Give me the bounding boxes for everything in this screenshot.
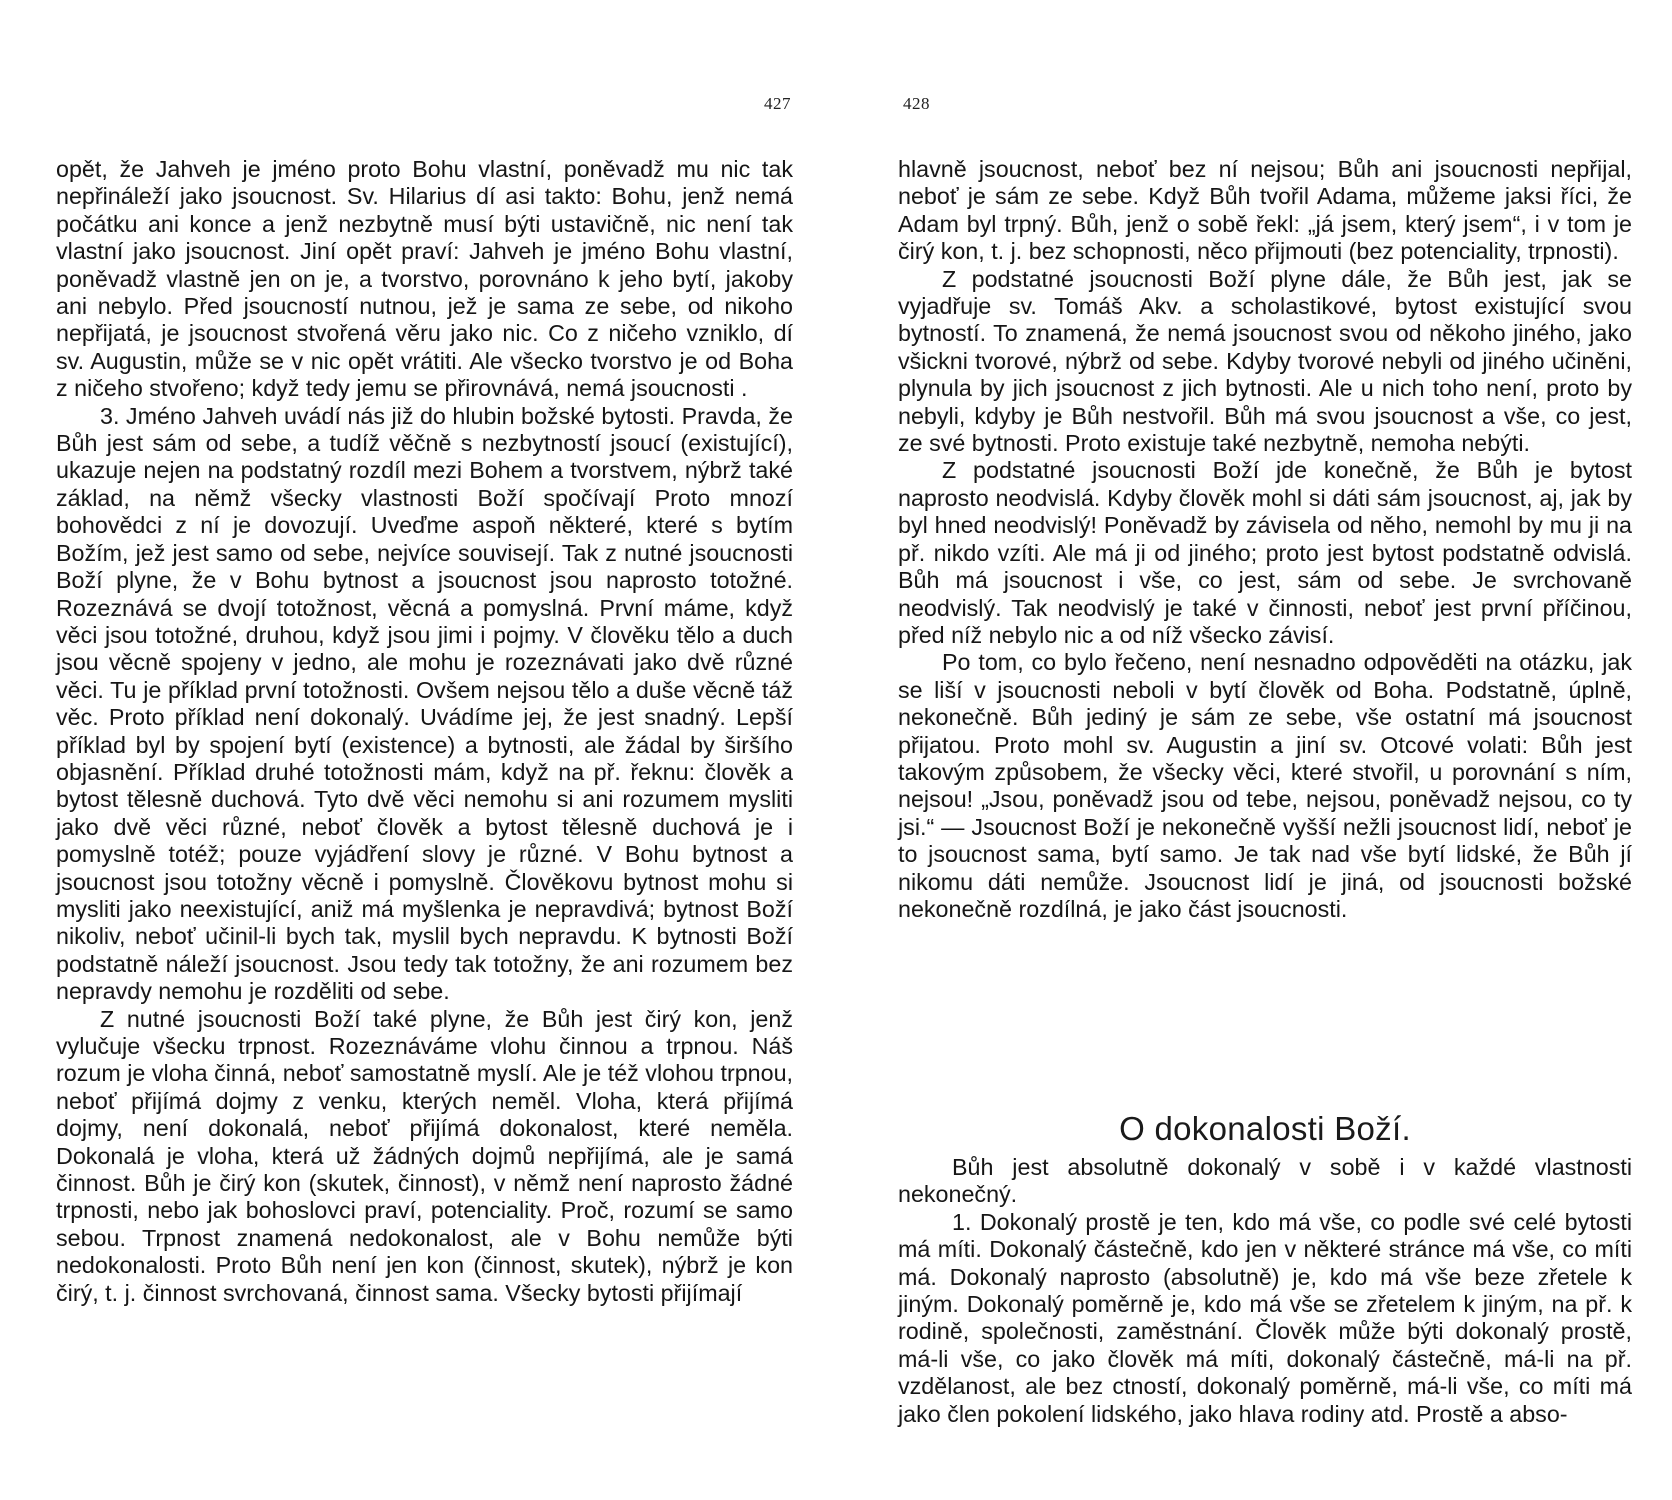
section-text — [898, 1154, 1632, 1428]
page-number-left: 427 — [764, 94, 791, 113]
paragraph: hlavně jsoucnost, neboť bez ní nejsou; Bůh ani jsoucnosti nepřijal, neboť je sám ze sebe. Když Bůh tvořil Adama, můžeme jaksi říci, že Adam byl trpný. Bůh, jenž o sobě řekl: „já jsem, který jsem“, i v tom je čirý kon, t. j. bez schopnosti, něco přijmouti (bez potenciality, trpnosti). — [898, 156, 1632, 265]
paragraph: 1. Dokonalý prostě je ten, kdo má vše, co podle své celé bytosti má míti. Dokonalý částečně, kdo jen v některé stránce má vše, co míti má. Dokonalý naprosto (absolutně) je, kdo má vše beze zřetele k jiným. Dokonalý poměrně je, kdo má vše se zřetelem k jiným, na př. k rodině, společnosti, zaměstnání. Člověk může býti dokonalý prostě, má-li vše, co jako člověk má míti, dokonalý částečně, má-li na př. vzdělanost, ale bez ctností, dokonalý poměrně, má-li vše, co míti má jako člen pokolení lidského, jako hlava rodiny atd. Prostě a abso- — [898, 1208, 1632, 1427]
paragraph: Po tom, co bylo řečeno, není nesnadno odpověděti na otázku, jak se liší v jsoucnosti neboli v bytí člověk od Boha. Podstatně, úplně, nekonečně. Bůh jediný je sám ze sebe, vše ostatní má jsoucnost přijatou. Proto mohl sv. Augustin a jiní sv. Otcové volati: Bůh jest takovým způsobem, že všecky věci, které stvořil, u porovnání s ním, nejsou! „Jsou, poněvadž jsou od tebe, nejsou, poněvadž nejsou, co ty jsi.“ — Jsoucnost Boží je nekonečně vyšší nežli jsoucnost lidí, neboť je to jsoucnost sama, bytí samo. Je tak nad vše bytí lidské, že Bůh jí nikomu dáti nemůže. Jsoucnost lidí je jiná, od jsoucnosti božské nekonečně rozdílná, je jako část jsoucnosti. — [898, 649, 1632, 922]
left-page-text — [56, 156, 793, 1307]
paragraph: opět, že Jahveh je jméno proto Bohu vlastní, poněvadž mu nic tak nepřináleží jako jsoucnost. Sv. Hilarius dí asi takto: Bohu, jenž nemá počátku ani konce a jenž nezbytně musí býti ustavičně, nic není tak vlastní jako jsoucnost. Jiní opět praví: Jahveh je jméno Bohu vlastní, poněvadž vlastně jen on je, a tvorstvo, porovnáno k jeho bytí, jakoby ani nebylo. Před jsoucností nutnou, jež je sama ze sebe, od nikoho nepřijatá, je jsoucnost stvořená věru jako nic. Co z ničeho vzniklo, dí sv. Augustin, může se v nic opět vrátiti. Ale všecko tvorstvo je od Boha z ničeho stvořeno; když tedy jemu se přirovnává, nemá jsoucnosti . — [56, 156, 793, 402]
page-number-right: 428 — [903, 94, 930, 113]
paragraph: Z podstatné jsoucnosti Boží jde konečně, že Bůh je bytost naprosto neodvislá. Kdyby člověk mohl si dáti sám jsoucnost, aj, jak by byl hned neodvislý! Poněvadž by závisela od něho, nemohl by mu ji na př. nikdo vzíti. Ale má ji od jiného; proto jest bytost podstatně odvislá. Bůh má jsoucnost i vše, co jest, sám od sebe. Je svrchovaně neodvislý. Tak neodvislý je také v činnosti, neboť jest první příčinou, před níž nebylo nic a od níž všecko závisí. — [898, 457, 1632, 648]
right-page-text — [898, 156, 1632, 923]
paragraph: Z podstatné jsoucnosti Boží plyne dále, že Bůh jest, jak se vyjadřuje sv. Tomáš Akv. a scholastikové, bytost existující svou bytností. To znamená, že nemá jsoucnost svou od někoho jiného, jako všickni tvorové, nýbrž od sebe. Kdyby tvorové nebyli od jiného učiněni, plynula by jich jsoucnost z jich bytnosti. Ale u nich toho není, proto by nebyli, kdyby je Bůh nestvořil. Bůh má svou jsoucnost a vše, co jest, ze své bytnosti. Proto existuje také nezbytně, nemoha nebýti. — [898, 265, 1632, 457]
paragraph: 3. Jméno Jahveh uvádí nás již do hlubin božské bytosti. Pravda, že Bůh jest sám od sebe, a tudíž věčně s nezbytností jsoucí (existující), ukazuje nejen na podstatný rozdíl mezi Bohem a tvorstvem, nýbrž také základ, na němž všecky vlastnosti Boží spočívají Proto mnozí bohovědci z ní je dovozují. Uveďme aspoň některé, které s bytím Božím, jež jest samo od sebe, nejvíce souvisejí. Tak z nutné jsoucnosti Boží plyne, že v Bohu bytnost a jsoucnost jsou naprosto totožné. Rozeznává se dvojí totožnost, věcná a pomyslná. První máme, když věci jsou totožné, druhou, když jsou jimi i pojmy. V člověku tělo a duch jsou věcně spojeny v jedno, ale mohu je rozeznávati jako dvě různé věci. Tu je příklad první totožnosti. Ovšem nejsou tělo a duše věcně táž věc. Proto příklad není dokonalý. Uvádíme jej, že jest snadný. Lepší příklad byl by spojení bytí (existence) a bytnosti, ale žádal by širšího objasnění. Příklad druhé totožnosti mám, když na př. řeknu: člověk a bytost tělesně duchová. Tyto dvě věci nemohu si ani rozumem mysliti jako dvě věci různé, neboť člověk a bytost tělesně duchová je i pomyslně totéž; pouze vyjádření slovy je různé. V Bohu bytnost a jsoucnost jsou totožny věcně i pomyslně. Člověkovu bytnost mohu si mysliti jako neexistující, aniž má myšlenka je nepravdivá; bytnost Boží nikoliv, neboť učinil-li bych tak, myslil bych nepravdu. K bytnosti Boží podstatně náleží jsoucnost. Jsou tedy tak totožny, že ani rozumem bez nepravdy nemohu je rozděliti od sebe. — [56, 402, 793, 1005]
paragraph: Bůh jest absolutně dokonalý v sobě i v každé vlastnosti nekonečný. — [898, 1154, 1632, 1208]
paragraph: Z nutné jsoucnosti Boží také plyne, že Bůh jest čirý kon, jenž vylučuje všecku trpnost. Rozeznáváme vlohu činnou a trpnou. Náš rozum je vloha činná, neboť samostatně myslí. Ale je též vlohou trpnou, neboť přijímá dojmy z venku, kterých neměl. Vloha, která přijímá dojmy, není dokonalá, neboť přijímá dokonalost, které neměla. Dokonalá je vloha, která už žádných dojmů nepřijímá, ale je samá činnost. Bůh je čirý kon (skutek, činnost), v němž není naprosto žádné trpnosti, nebo jak bohoslovci praví, potenciality. Proč, rozumí se samo sebou. Trpnost znamená nedokonalost, ale v Bohu nemůže býti nedokonalosti. Proto Bůh není jen kon (činnost, skutek), nýbrž je kon čirý, t. j. činnost svrchovaná, činnost sama. Všecky bytosti přijímají — [56, 1005, 793, 1306]
section-heading: O dokonalosti Boží. — [1119, 1110, 1411, 1147]
